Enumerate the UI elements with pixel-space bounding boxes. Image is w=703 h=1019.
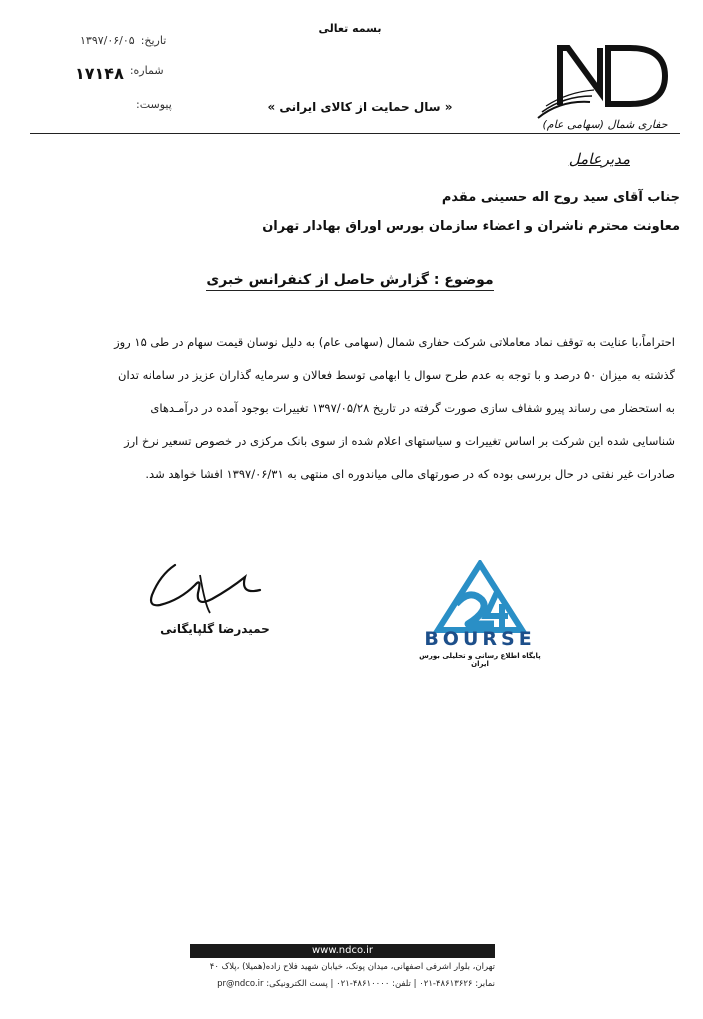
footer-website[interactable]: www.ndco.ir [190, 944, 495, 958]
company-logo-text: حفاری شمال (سهامی عام) [542, 118, 668, 131]
basmala: بسمه تعالی [318, 22, 382, 35]
company-logo [530, 30, 680, 140]
date-row [80, 34, 166, 47]
date-label: تاریخ: [140, 34, 167, 47]
recipient-title: معاونت محترم ناشران و اعضاء سازمان بورس اوراق بهادار تهران [262, 219, 680, 234]
bourse-caption: پایگاه اطلاع رسانی و تحلیلی بورس ایران [419, 652, 541, 668]
bourse-logo [410, 560, 550, 670]
subject-text: موضوع : گزارش حاصل از کنفرانس خبری [206, 272, 493, 291]
letter-body [95, 326, 675, 491]
handwritten-annotation: مدیرعامل [568, 150, 630, 168]
footer-address: تهران، بلوار اشرفی اصفهانی، میدان پونک، خیابان شهید فلاح زاده(همیلا) ،پلاک ۴۰ [209, 962, 495, 972]
attachment-row [130, 98, 172, 111]
body-line: گذشته به میزان ۵۰ درصد و با توجه به عدم طرح سوال یا ابهامی توسط فعالان و سرمایه گذاران عزیز در سامانه تدان [118, 368, 675, 382]
recipient-name: جناب آقای سید روح اله حسینی مقدم [441, 190, 680, 205]
number-row [75, 64, 164, 83]
slogan: « سال حمایت از کالای ایرانی » [267, 100, 453, 114]
subject-line [200, 272, 500, 288]
header-divider [30, 133, 680, 134]
attachment-label: پیوست: [136, 98, 172, 111]
bourse-logo-text: BOURSE [424, 628, 536, 650]
body-line: شناسایی شده این شرکت بر اساس تغییرات و سیاستهای اعلام شده از سوی بانک مرکزی در خصوص تسعیر نرخ ارز [124, 434, 675, 448]
body-line: به استحضار می رساند پیرو شفاف سازی صورت گرفته در تاریخ ۱۳۹۷/۰۵/۲۸ تغییرات بوجود آمده در درآمـدهای [150, 401, 675, 415]
signature-icon [140, 555, 280, 620]
number-label: شماره: [129, 64, 164, 77]
signatory-name: حمیدرضا گلپایگانی [160, 622, 270, 636]
body-line: احتراماً،با عنایت به توقف نماد معاملاتی شرکت حفاری شمال (سهامی عام) به دلیل نوسان قیمت سهام در طی ۱۵ روز [114, 335, 675, 349]
signature [140, 555, 280, 620]
number-value: ۱۷۱۴۸ [75, 64, 124, 83]
body-line: صادرات غیر نفتی در حال بررسی بوده که در صورتهای مالی میاندوره ای منتهی به ۱۳۹۷/۰۶/۳۱ افشا خواهد شد. [145, 467, 675, 481]
date-value: ۱۳۹۷/۰۶/۰۵ [80, 34, 135, 47]
footer-contact: نمابر: ۴۸۶۱۳۶۲۶-۰۲۱ | تلفن: ۴۸۶۱۰۰۰۰-۰۲۱ | پست الکترونیکی: pr@ndco.ir [217, 979, 495, 989]
